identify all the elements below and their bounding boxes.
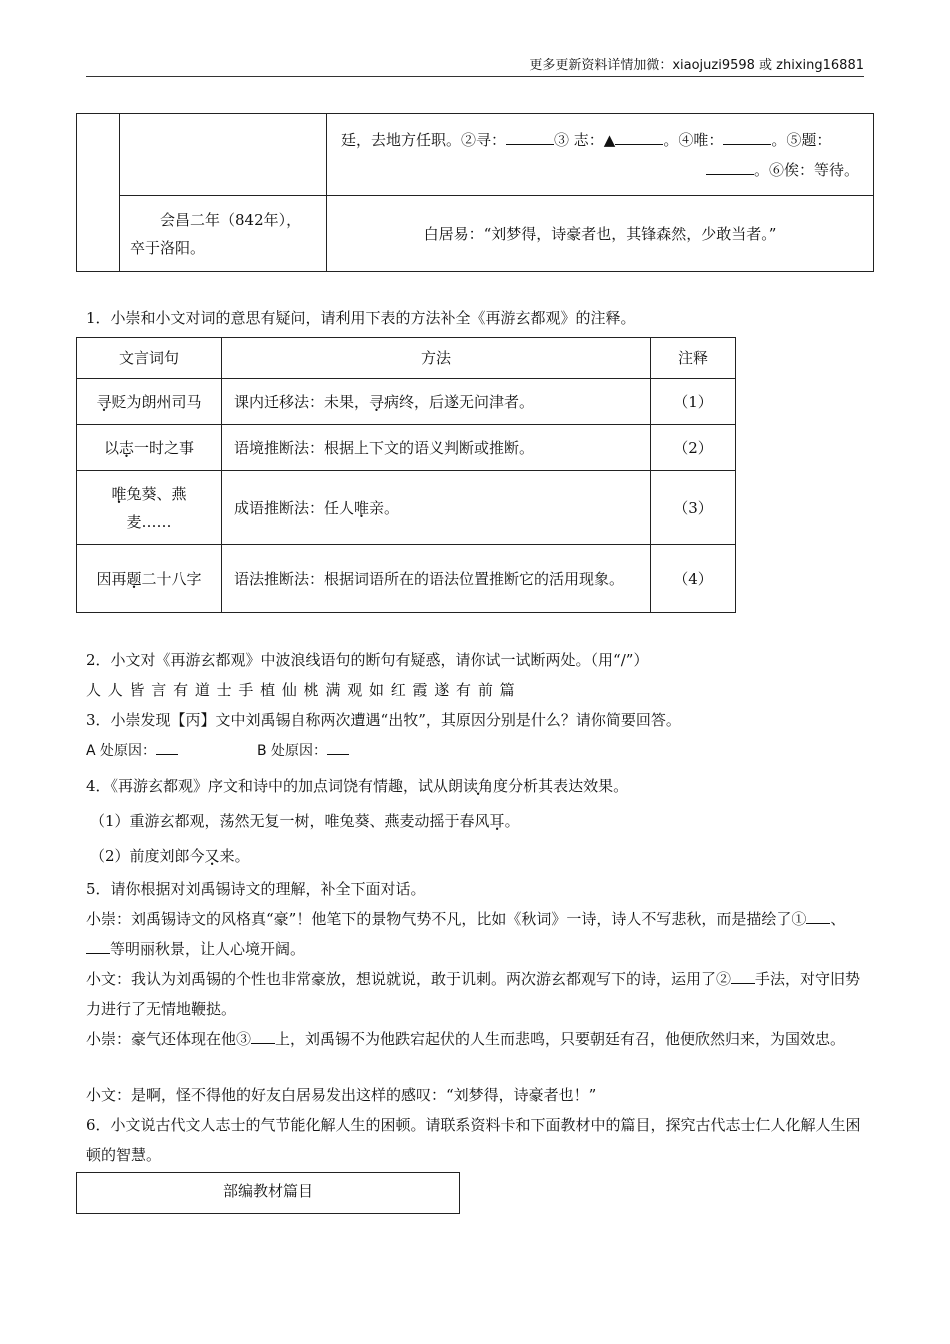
info-card-table <box>76 113 874 272</box>
dialogue-line: 小文：我认为刘禹锡的个性也非常豪放，想说就说，敢于讥刺。两次游玄都观写下的诗，运用了② 手法，对守旧势力进行了无情地鞭挞。 <box>86 970 861 1018</box>
punctuation-sentence: 人 人 皆 言 有 道 士 手 植 仙 桃 满 观 如 红 霞 遂 有 前 篇 <box>86 681 516 699</box>
table-row: 唯兔葵、燕麦…… 成语推断法：任人唯亲。 （3） <box>77 471 736 545</box>
table-header: 注释 <box>651 338 736 379</box>
question-2: 2．小文对《再游玄都观》中波浪线语句的断句有疑惑，请你试一试断两处。（用“/”） <box>86 651 649 669</box>
table-row: 寻贬为朗州司马 课内迁移法：未果，寻病终，后遂无问津者。 （1） <box>77 379 736 425</box>
table-cell <box>120 114 327 196</box>
table-cell-quote: 白居易：“刘梦得，诗豪者也，其锋森然，少敢当者。” <box>327 196 874 272</box>
table-cell <box>77 114 120 272</box>
table-header: 方法 <box>222 338 651 379</box>
textbook-box: 部编教材篇目 <box>76 1172 460 1214</box>
emphasis-dot-word: 朗读角度 <box>448 777 509 795</box>
emphasis-dot-word: 题 <box>126 569 142 588</box>
answer-blank <box>86 939 110 954</box>
question-6: 6．小文说古代文人志士的气节能化解人生的困顿。请联系资料卡和下面教材中的篇目，探究古代志士仁人化解人生困顿的智慧。 <box>86 1116 861 1164</box>
table-header: 文言词句 <box>77 338 222 379</box>
dialogue-line: 小崇：刘禹锡诗文的风格真“豪”！他笔下的景物气势不凡，比如《秋词》一诗，诗人不写悲秋，而是描绘了① 、等明丽秋景，让人心境开阔。 <box>86 910 846 958</box>
method-table <box>76 337 736 613</box>
emphasis-dot-word: 志 <box>118 438 134 457</box>
answer-blank <box>615 130 663 145</box>
question-3: 3．小崇发现【丙】文中刘禹锡自称两次遭遇“出牧”，其原因分别是什么？请你简要回答。 <box>86 711 681 729</box>
question-4-item-2: （2）前度刘郎今又来。 <box>90 847 250 865</box>
table-row: 以志一时之事 语境推断法：根据上下文的语义判断或推断。 （2） <box>77 425 736 471</box>
dialogue-line: 小文：是啊，怪不得他的好友白居易发出这样的感叹：“刘梦得，诗豪者也！” <box>86 1086 597 1104</box>
answer-blank <box>706 160 754 175</box>
answer-blank <box>156 740 178 755</box>
question-5: 5．请你根据对刘禹锡诗文的理解，补全下面对话。 <box>86 880 426 898</box>
emphasis-dot-word: 唯 <box>111 484 127 503</box>
answer-blank <box>723 130 771 145</box>
question-4-item-1: （1）重游玄都观，荡然无复一树，唯兔葵、燕麦动摇于春风耳。 <box>90 812 520 830</box>
table-row: 因再题二十八字 语法推断法：根据词语所在的语法位置推断它的活用现象。 （4） <box>77 545 736 613</box>
answer-blank <box>327 740 349 755</box>
answer-blank <box>251 1029 275 1044</box>
emphasis-dot-word: 又 <box>204 847 220 865</box>
answer-blank <box>806 909 830 924</box>
emphasis-dot-word: 寻 <box>96 392 112 411</box>
table-cell-annotation: 廷，去地方任职。②寻： ③ 志：▲ 。④唯： 。⑤题： 。⑥俟：等待。 <box>327 114 874 196</box>
question-4: 4．《再游玄都观》序文和诗中的加点词饶有情趣，试从朗读角度分析其表达效果。 <box>86 777 629 795</box>
dialogue-line: 小崇：豪气还体现在他③ 上，刘禹锡不为他跌宕起伏的人生而悲鸣，只要朝廷有召，他便欣然归来，为国效忠。 <box>86 1030 846 1048</box>
table-cell-date: 会昌二年（842年），卒于洛阳。 <box>120 196 327 272</box>
question-1: 1．小崇和小文对词的意思有疑问，请利用下表的方法补全《再游玄都观》的注释。 <box>86 309 636 327</box>
emphasis-dot-word: 耳 <box>489 812 505 830</box>
page-header: 更多更新资料详情加微：xiaojuzi9598 或 zhixing16881 <box>86 56 864 77</box>
answer-blank <box>731 969 755 984</box>
question-3-answers: A 处原因： B 处原因： <box>86 736 864 766</box>
answer-blank <box>506 130 554 145</box>
